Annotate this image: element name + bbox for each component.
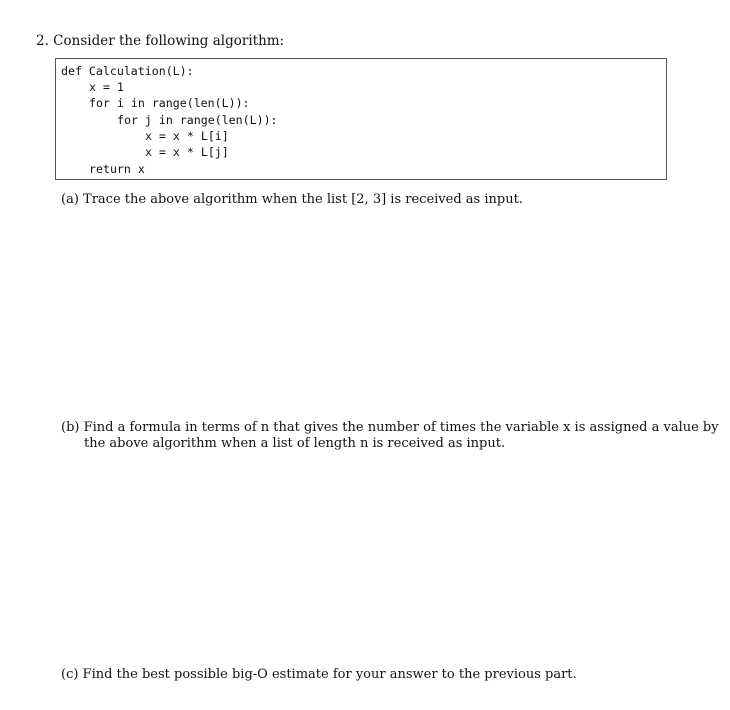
code-line-return: return x (89, 162, 145, 176)
part-c-text: (c) Find the best possible big-O estimate for your answer to the previous part. (61, 667, 577, 682)
part-b (61, 420, 719, 452)
part-b-text-line2: the above algorithm when a list of length n is received as input. (84, 436, 506, 451)
code-line-inner-loop: for j in range(len(L)): (117, 113, 278, 127)
part-a-text: (a) Trace the above algorithm when the list [2, 3] is received as input. (61, 192, 523, 207)
code-line-init: x = 1 (89, 80, 124, 94)
part-a (61, 192, 523, 208)
code-line-def: def Calculation(L): (61, 64, 194, 78)
question-header: 2. Consider the following algorithm: (36, 33, 285, 49)
code-line-assign-j: x = x * L[j] (145, 145, 229, 159)
code-block (55, 58, 667, 180)
part-c (61, 667, 577, 683)
part-b-text-line1: (b) Find a formula in terms of n that gives the number of times the variable x is assigned a value by (61, 420, 719, 435)
code-line-assign-i: x = x * L[i] (145, 129, 229, 143)
code-line-outer-loop: for i in range(len(L)): (89, 96, 250, 110)
